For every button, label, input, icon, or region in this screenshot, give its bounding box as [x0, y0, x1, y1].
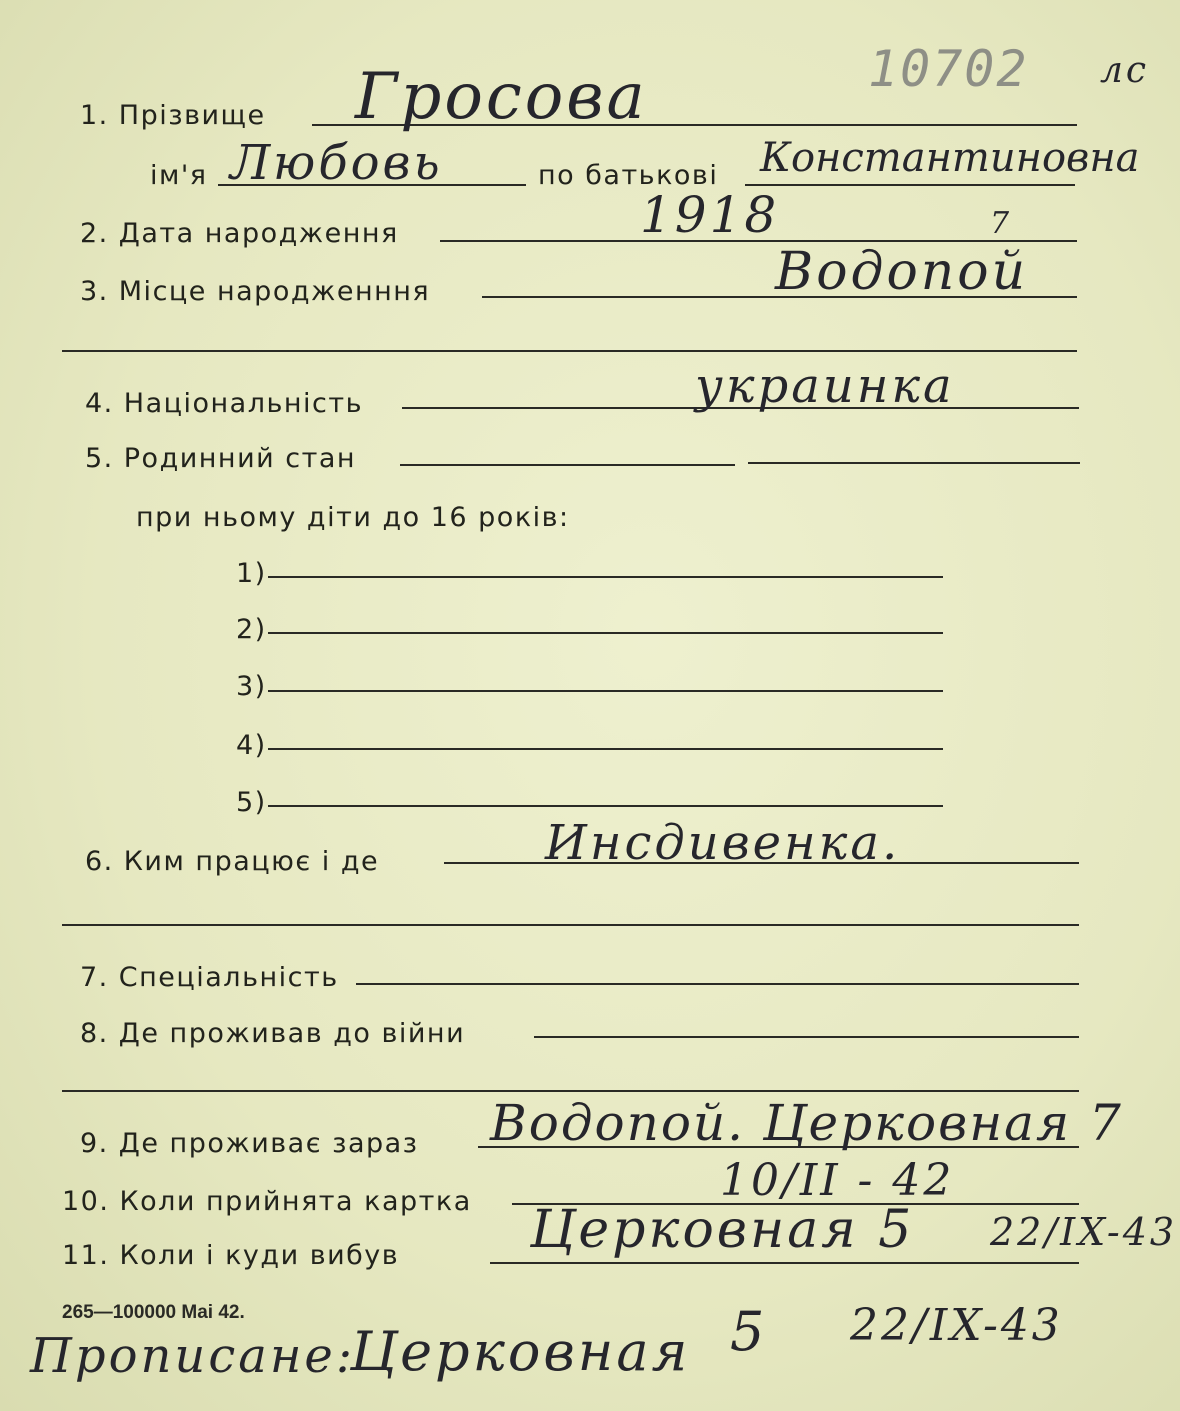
departure-line — [490, 1262, 1079, 1264]
marital-line-1 — [400, 464, 735, 466]
child-2-label: 2) — [236, 614, 267, 645]
current-address-label: 9. Де проживає зараз — [80, 1128, 419, 1159]
print-code: 265—100000 Mai 42. — [62, 1302, 245, 1323]
nationality-label: 4. Національність — [85, 388, 364, 419]
work-line-2 — [62, 924, 1079, 926]
footer-note-label: Прописане: — [30, 1328, 356, 1384]
patronymic-value: Константиновна — [760, 135, 1140, 181]
child-2-line — [268, 632, 943, 634]
child-1-label: 1) — [236, 558, 267, 589]
child-5-label: 5) — [236, 787, 267, 818]
name-value: Любовь — [230, 135, 443, 191]
prewar-label: 8. Де проживав до війни — [80, 1018, 466, 1049]
specialty-line — [356, 983, 1079, 985]
child-1-line — [268, 576, 943, 578]
archive-number: 10702 — [868, 40, 1029, 98]
card-date-label: 10. Коли прийнята картка — [62, 1186, 472, 1217]
departure-date: 22/IX-43 — [990, 1210, 1178, 1254]
birth-date-label: 2. Дата народження — [80, 218, 399, 249]
children-label: при ньому діти до 16 років: — [136, 502, 570, 533]
child-4-line — [268, 748, 943, 750]
prewar-line-2 — [62, 1090, 1079, 1092]
child-3-line — [268, 690, 943, 692]
patronymic-line — [745, 184, 1075, 186]
departure-label: 11. Коли і куди вибув — [62, 1240, 400, 1271]
prewar-line — [534, 1036, 1079, 1038]
footer-note-street: Церковная — [350, 1320, 691, 1383]
surname-value: Гросова — [355, 60, 648, 134]
birth-date-value: 1918 — [640, 186, 780, 244]
marital-label: 5. Родинний стан — [85, 443, 357, 474]
birth-place-label: 3. Місце народженння — [80, 276, 431, 307]
departure-value: Церковная 5 — [530, 1200, 915, 1260]
birth-place-line-2 — [62, 350, 1077, 352]
name-label: ім'я — [150, 160, 208, 191]
work-value: Инсдивенка. — [545, 815, 901, 871]
child-3-label: 3) — [236, 671, 267, 702]
card-date-value: 10/II - 42 — [720, 1155, 955, 1206]
nationality-value: украинка — [695, 358, 955, 414]
archive-suffix: лс — [1100, 50, 1150, 91]
birth-place-value: Водопой — [775, 242, 1029, 302]
marital-line-2 — [748, 462, 1080, 464]
footer-note-house: 5 — [730, 1300, 768, 1363]
patronymic-label: по батькові — [538, 160, 719, 191]
footer-note-date: 22/IX-43 — [850, 1300, 1063, 1351]
current-address-value: Водопой. Церковная 7 — [490, 1094, 1123, 1152]
work-label: 6. Ким працює і де — [85, 846, 380, 877]
specialty-label: 7. Спеціальність — [80, 962, 339, 993]
birth-date-extra: 7 — [990, 206, 1013, 241]
child-4-label: 4) — [236, 730, 267, 761]
child-5-line — [268, 805, 943, 807]
surname-label: 1. Прізвище — [80, 100, 266, 131]
